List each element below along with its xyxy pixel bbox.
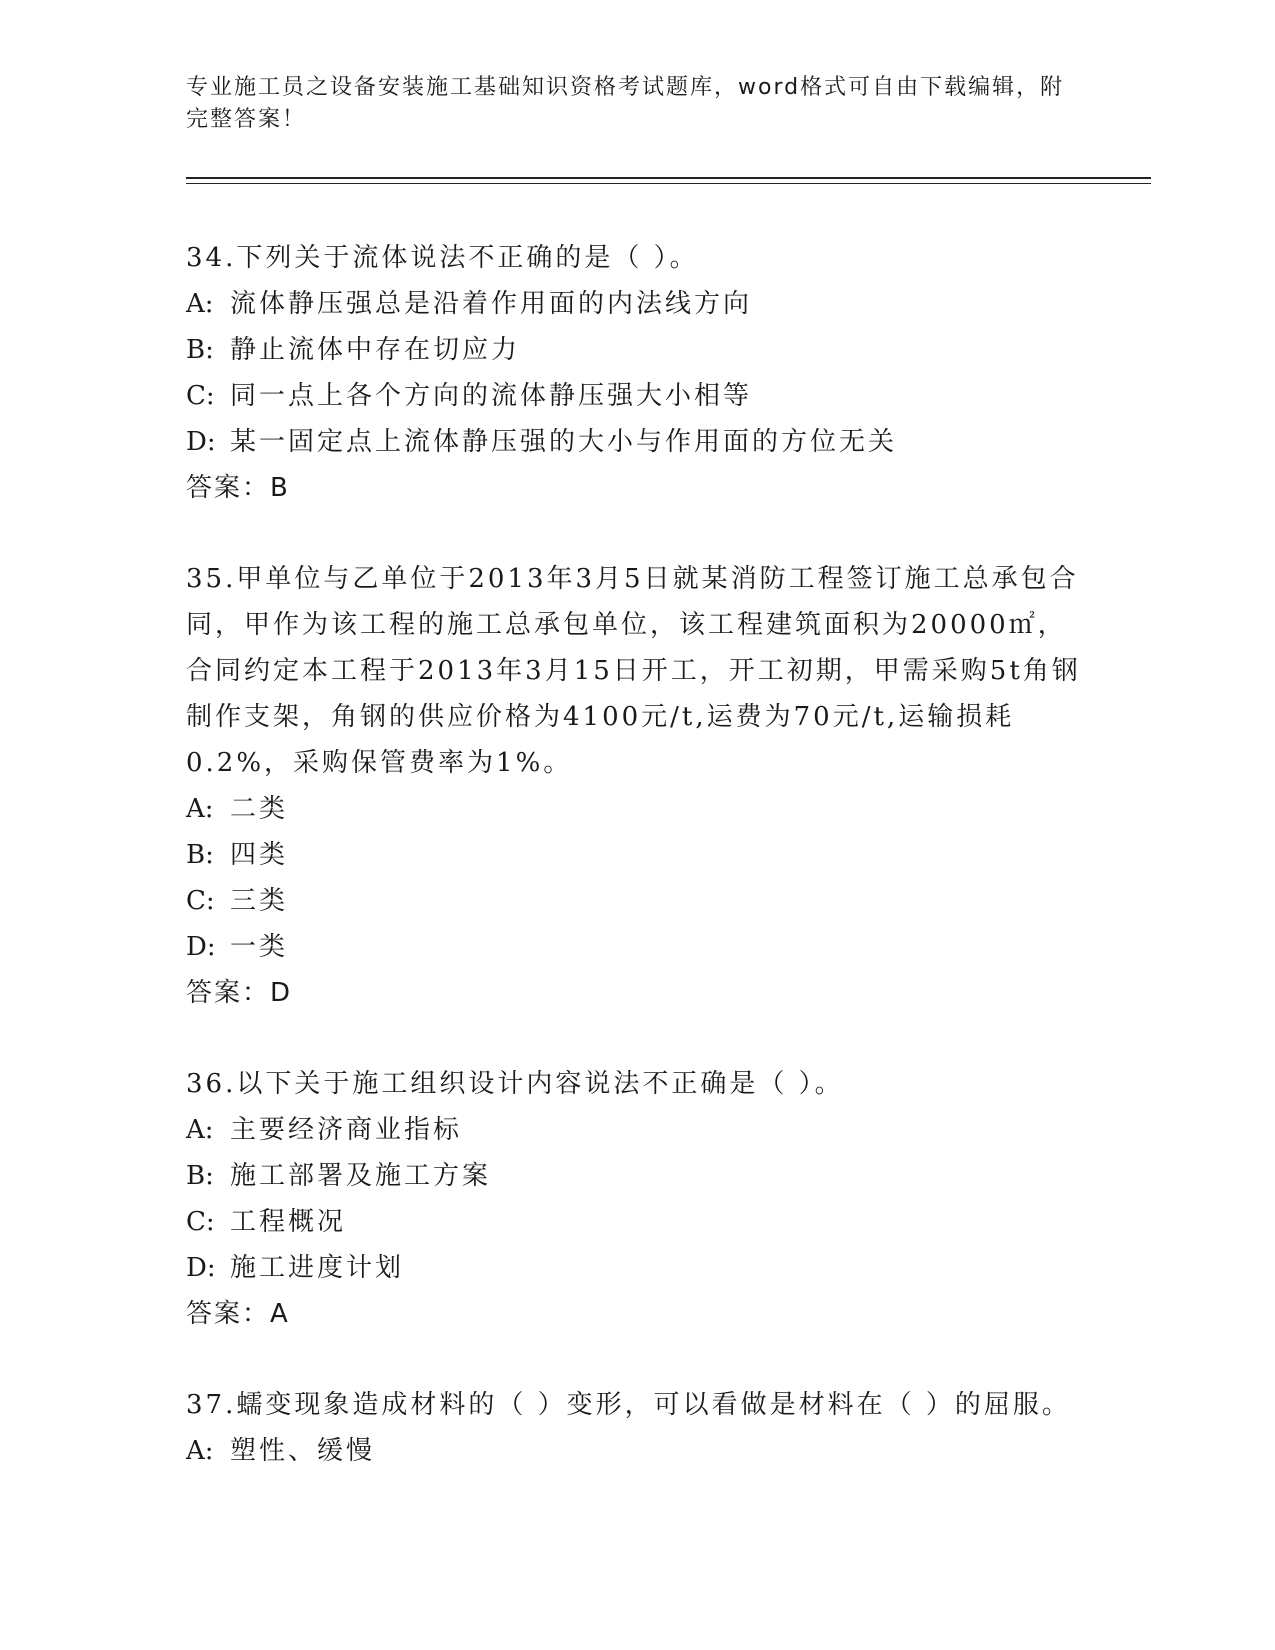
option-letter: D:	[186, 932, 216, 962]
option-text: 一类	[230, 932, 289, 962]
option-b	[186, 327, 1086, 373]
option-letter: C:	[186, 381, 215, 411]
option-letter: A:	[186, 289, 214, 319]
header-rule-thick	[186, 177, 1151, 179]
option-c	[186, 373, 1086, 419]
option-letter: A:	[186, 794, 214, 824]
option-a	[186, 281, 1086, 327]
document-header: 专业施工员之设备安装施工基础知识资格考试题库，word格式可自由下载编辑，附完整答案！	[186, 75, 1065, 132]
question-text: 36.以下关于施工组织设计内容说法不正确是（ ）。	[186, 1069, 844, 1099]
option-letter: B:	[186, 1161, 214, 1191]
option-letter: C:	[186, 1207, 215, 1237]
answer-line: 答案：D	[186, 978, 293, 1008]
question-37	[186, 1382, 1086, 1474]
question-text: 34.下列关于流体说法不正确的是（ ）。	[186, 243, 699, 273]
question-36	[186, 1061, 1086, 1337]
option-text: 工程概况	[230, 1207, 347, 1237]
option-letter: D:	[186, 427, 216, 457]
answer-line: 答案：B	[186, 473, 290, 503]
option-letter: A:	[186, 1436, 214, 1466]
option-text: 同一点上各个方向的流体静压强大小相等	[230, 381, 753, 411]
option-letter: B:	[186, 335, 214, 365]
option-text: 四类	[230, 840, 289, 870]
question-35	[186, 556, 1086, 1016]
option-text: 静止流体中存在切应力	[230, 335, 521, 365]
option-a	[186, 1107, 1086, 1153]
question-text: 35.甲单位与乙单位于2013年3月5日就某消防工程签订施工总承包合同，甲作为该工程的施工总承包单位，该工程建筑面积为20000㎡，合同约定本工程于2013年3月15日开工，开工初期，甲需采购5t角钢制作支架，角钢的供应价格为4100元/t,运费为70元/t,运输损耗0.2%，采购保管费率为1%。	[186, 564, 1081, 778]
option-text: 三类	[230, 886, 289, 916]
option-text: 塑性、缓慢	[230, 1436, 376, 1466]
option-text: 某一固定点上流体静压强的大小与作用面的方位无关	[230, 427, 898, 457]
header-rule-thin	[186, 183, 1151, 184]
option-text: 施工进度计划	[230, 1253, 405, 1283]
option-d	[186, 419, 1086, 465]
answer-line: 答案：A	[186, 1299, 290, 1329]
option-b	[186, 1153, 1086, 1199]
option-d	[186, 1245, 1086, 1291]
option-b	[186, 832, 1086, 878]
option-text: 流体静压强总是沿着作用面的内法线方向	[230, 289, 753, 319]
option-text: 施工部署及施工方案	[230, 1161, 492, 1191]
option-letter: B:	[186, 840, 214, 870]
option-a	[186, 1428, 1086, 1474]
option-c	[186, 1199, 1086, 1245]
option-text: 二类	[230, 794, 289, 824]
option-text: 主要经济商业指标	[230, 1115, 463, 1145]
question-text: 37.蠕变现象造成材料的（ ）变形，可以看做是材料在（ ）的屈服。	[186, 1390, 1071, 1420]
question-list	[186, 235, 1086, 1519]
option-d	[186, 924, 1086, 970]
option-letter: C:	[186, 886, 215, 916]
option-letter: A:	[186, 1115, 214, 1145]
option-c	[186, 878, 1086, 924]
question-34	[186, 235, 1086, 511]
option-a	[186, 786, 1086, 832]
option-letter: D:	[186, 1253, 216, 1283]
